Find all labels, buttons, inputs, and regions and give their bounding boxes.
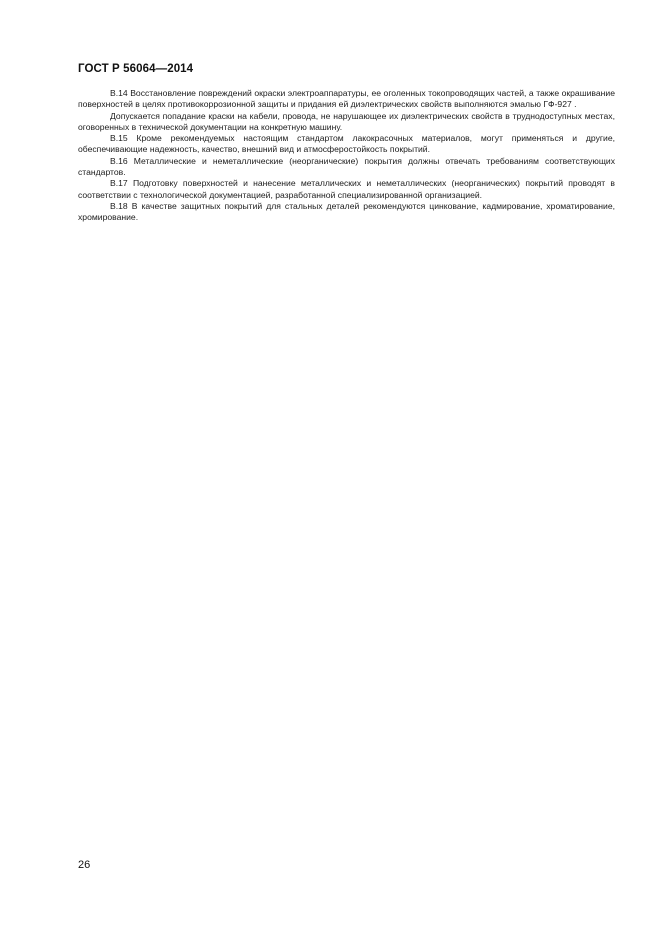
page-number: 26 [78, 859, 91, 871]
paragraph-b14: В.14 Восстановление повреждений окраски электроаппаратуры, ее оголенных токопроводящих частей, а также окрашивание поверхностей в целях противокоррозионной защиты и придания ей диэлектрических свойств выполняются эмалью ГФ-927 . [78, 88, 615, 110]
paragraph-b16: В.16 Металлические и неметаллические (неорганические) покрытия должны отвечать требованиям соответствующих стандартов. [78, 155, 615, 178]
document-body [78, 88, 615, 224]
paragraph-b14-note: Допускается попадание краски на кабели, провода, не нарушающее их диэлектрических свойств в труднодоступных местах, оговоренных в технической документации на конкретную машину. [78, 110, 615, 132]
standard-header: ГОСТ Р 56064—2014 [78, 63, 194, 75]
paragraph-b15: В.15 Кроме рекомендуемых настоящим стандартом лакокрасочных материалов, могут применяться и другие, обеспечивающие надежность, качество, внешний вид и атмосферостойкость покрытий. [78, 133, 615, 155]
paragraph-b18: В.18 В качестве защитных покрытий для стальных деталей рекомендуются цинкование, кадмирование, хроматирование, хромирование. [78, 200, 615, 223]
paragraph-b17: В.17 Подготовку поверхностей и нанесение металлических и неметаллических (неорганических) покрытий проводят в соответствии с технологической документацией, разработанной специализированной организацией. [78, 178, 615, 200]
